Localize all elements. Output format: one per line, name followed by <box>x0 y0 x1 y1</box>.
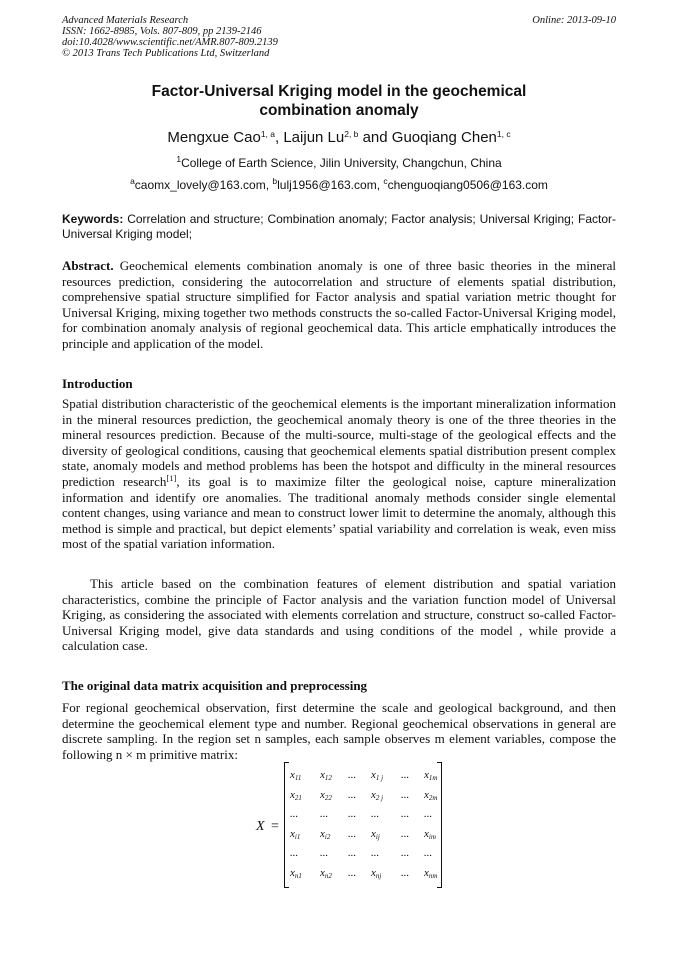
matrix-entry: ... <box>401 866 410 879</box>
author-affil-sup: 1, a <box>260 129 275 139</box>
matrix-subscript: i2 <box>324 832 331 841</box>
affiliation-sup: 1 <box>176 154 182 164</box>
matrix-cell <box>290 805 320 825</box>
matrix-entry: x <box>371 866 376 879</box>
matrix-cell <box>290 844 320 864</box>
matrix-cell <box>424 825 438 845</box>
matrix-subscript: n1 <box>294 871 302 880</box>
original-data-paragraph: For regional geochemical observation, first determine the scale and geological background, and then determine the geochemical element type and number. Regional geochemical observations in general are discrete sampling. In the region set n samples, each sample observes m element variables, compose the following n × m primitive matrix: <box>62 700 616 762</box>
matrix-entry: x <box>320 827 325 840</box>
matrix-symbol: X <box>256 819 265 834</box>
matrix-subscript: 21 <box>294 793 302 802</box>
matrix-cell <box>371 844 401 864</box>
keywords-text: Correlation and structure; Combination anomaly; Factor analysis; Universal Kriging; Factor-Universal Kriging model; <box>62 212 616 241</box>
matrix-cell <box>348 766 371 786</box>
matrix-cell <box>290 825 320 845</box>
matrix-cell <box>348 805 371 825</box>
matrix-entry: ... <box>401 827 410 840</box>
introduction-paragraph-1 <box>62 396 616 552</box>
matrix-cells <box>290 766 438 883</box>
matrix-cell <box>290 786 320 806</box>
matrix-entry: ... <box>424 847 433 859</box>
author-separator: , <box>275 129 284 146</box>
matrix-cell <box>401 825 424 845</box>
matrix-entry: ... <box>371 808 380 820</box>
matrix-entry: ... <box>320 847 329 859</box>
matrix-entry: x <box>424 866 429 879</box>
abstract-block <box>62 258 616 352</box>
matrix-cell <box>348 864 371 884</box>
matrix-cell <box>320 805 348 825</box>
issn-line: ISSN: 1662-8985, Vols. 807-809, pp 2139-2146 <box>62 26 262 37</box>
matrix-entry: ... <box>424 808 433 820</box>
matrix-cell <box>320 786 348 806</box>
matrix-entry: ... <box>290 847 299 859</box>
matrix-cell <box>371 825 401 845</box>
left-bracket <box>284 762 289 888</box>
matrix-entry: x <box>290 866 295 879</box>
matrix-entry: ... <box>348 847 357 859</box>
matrix-entry: ... <box>348 808 357 820</box>
matrix-entry: ... <box>320 808 329 820</box>
matrix-subscript: 11 <box>294 774 302 782</box>
matrix-entry: ... <box>348 769 357 781</box>
matrix-cell <box>401 805 424 825</box>
matrix-cell <box>348 786 371 806</box>
copyright-line: © 2013 Trans Tech Publications Ltd, Switzerland <box>62 48 270 59</box>
matrix-entry: ... <box>348 827 357 840</box>
author-name: Guoqiang Chen <box>391 129 497 146</box>
matrix-entry: x <box>424 827 429 840</box>
matrix-cell <box>401 844 424 864</box>
email-address[interactable]: caomx_lovely@163.com <box>134 178 266 192</box>
abstract-text: Geochemical elements combination anomaly is one of three basic theories in the mineral resources prediction, considering the autocorrelation and structure of elements spatial distribution, comprehensive spatial structure simplified for Factor analysis and spatial variation metric thought for Universal Kriging, mixing together two methods constructs the so-called Factor-Universal Kriging model, for combination anomaly analysis of regional geochemical data. This article emphatically introduces the principle and application of the model. <box>62 258 616 351</box>
citation-ref[interactable]: [1] <box>166 472 177 483</box>
matrix-entry: ... <box>348 866 357 879</box>
email-sup: a <box>130 176 135 186</box>
matrix-cell <box>424 786 438 806</box>
matrix-entry: x <box>290 788 295 801</box>
matrix-subscript: im <box>428 832 436 841</box>
email-address[interactable]: lulj1956@163.com <box>277 178 377 192</box>
matrix-entry: x <box>290 827 295 840</box>
online-date: Online: 2013-09-10 <box>532 15 616 26</box>
matrix-cell <box>424 766 438 786</box>
intro-text: , its goal is to maximize filter the geological noise, capture mineralization information and identify ore anomalies. The traditional anomaly methods consider single elemental content changes, using variance and mean to construct lower limit to determine the anomaly, although this method is simple and practical, but depict elements’ spatial variability and correlation is weak, even miss most of the spatial variation information. <box>62 473 616 552</box>
matrix-entry: ... <box>371 847 380 859</box>
primitive-matrix <box>284 762 442 886</box>
matrix-subscript: nj <box>375 871 382 880</box>
matrix-cell <box>320 766 348 786</box>
matrix-entry: x <box>320 788 325 801</box>
matrix-entry: x <box>371 769 376 781</box>
matrix-entry: x <box>320 769 325 781</box>
matrix-entry: ... <box>401 769 410 781</box>
matrix-cell <box>371 786 401 806</box>
matrix-subscript: 22 <box>324 793 332 802</box>
matrix-subscript: 1 j <box>375 774 384 782</box>
matrix-entry: x <box>320 866 325 879</box>
matrix-entry: ... <box>401 847 410 859</box>
matrix-entry: x <box>371 788 376 801</box>
matrix-entry: ... <box>348 788 357 801</box>
original-data-heading: The original data matrix acquisition and preprocessing <box>62 678 368 693</box>
matrix-cell <box>401 864 424 884</box>
matrix-entry: ... <box>401 808 410 820</box>
author-affil-sup: 1, c <box>496 129 511 139</box>
matrix-subscript: nm <box>428 871 438 880</box>
journal-name: Advanced Materials Research <box>62 15 189 26</box>
matrix-entry: x <box>424 769 429 781</box>
email-sup: b <box>272 176 278 186</box>
matrix-cell <box>401 786 424 806</box>
matrix-cell <box>290 864 320 884</box>
keywords-block <box>62 212 616 242</box>
email-separator: , <box>265 178 273 192</box>
matrix-cell <box>348 844 371 864</box>
doi-line: doi:10.4028/www.scientific.net/AMR.807-809.2139 <box>62 37 278 48</box>
keywords-label: Keywords: <box>62 212 124 226</box>
author-emails <box>62 177 616 193</box>
matrix-cell <box>371 864 401 884</box>
journal-header <box>62 15 616 59</box>
matrix-cell <box>290 766 320 786</box>
author-list <box>62 128 616 148</box>
email-sup: c <box>383 176 388 186</box>
matrix-cell <box>371 805 401 825</box>
matrix-subscript: ij <box>375 832 380 841</box>
introduction-heading: Introduction <box>62 376 133 391</box>
title-line-1: Factor-Universal Kriging model in the geochemical <box>151 83 527 100</box>
title-line-2: combination anomaly <box>259 102 419 119</box>
matrix-cell <box>320 864 348 884</box>
matrix-subscript: i1 <box>294 832 301 841</box>
matrix-entry: x <box>424 788 429 801</box>
abstract-label: Abstract. <box>62 258 114 273</box>
paper-title <box>62 82 616 120</box>
affiliation <box>62 155 616 171</box>
intro-text: Spatial distribution characteristic of the geochemical elements is the important mineralization information in the mineral resources prediction, the geochemical anomaly theory is one of the three theories in the mineral resources prediction. Because of the multi-source, multi-stage of the geological effects and the diversity of geological conditions, causing that geochemical elements spatial distribution present complex state, anomaly models and method problems has been the hotspot and difficulty in the mineral resources prediction research <box>62 396 616 489</box>
matrix-cell <box>424 864 438 884</box>
matrix-entry: x <box>290 769 295 781</box>
email-address[interactable]: chenguoqiang0506@163.com <box>387 178 548 192</box>
affiliation-text: College of Earth Science, Jilin University, Changchun, China <box>181 156 502 170</box>
equals-sign: = <box>271 819 279 834</box>
matrix-cell <box>371 766 401 786</box>
matrix-subscript: n2 <box>324 871 332 880</box>
matrix-cell <box>348 825 371 845</box>
author-name: Laijun Lu <box>283 129 345 146</box>
matrix-entry: x <box>371 827 376 840</box>
author-separator: and <box>358 129 392 146</box>
author-name: Mengxue Cao <box>167 129 261 146</box>
matrix-subscript: 2 j <box>375 793 384 802</box>
matrix-cell <box>424 844 438 864</box>
matrix-cell <box>424 805 438 825</box>
matrix-entry: ... <box>401 788 410 801</box>
author-affil-sup: 2, b <box>344 129 359 139</box>
introduction-paragraph-2: This article based on the combination features of element distribution and spatial variation characteristics, combine the principle of Factor analysis and the variation function model of Universal Kriging, as considering the associated with elements correlation and structure, construct so-called Factor-Universal Kriging model, give data standards and using conditions of the model , while provide a calculation case. <box>62 576 616 654</box>
matrix-cell <box>401 766 424 786</box>
matrix-entry: ... <box>290 808 299 820</box>
matrix-subscript: 1m <box>428 774 438 782</box>
matrix-subscript: 12 <box>324 774 332 782</box>
matrix-subscript: 2m <box>428 793 438 802</box>
email-separator: , <box>376 178 384 192</box>
matrix-cell <box>320 825 348 845</box>
matrix-cell <box>320 844 348 864</box>
